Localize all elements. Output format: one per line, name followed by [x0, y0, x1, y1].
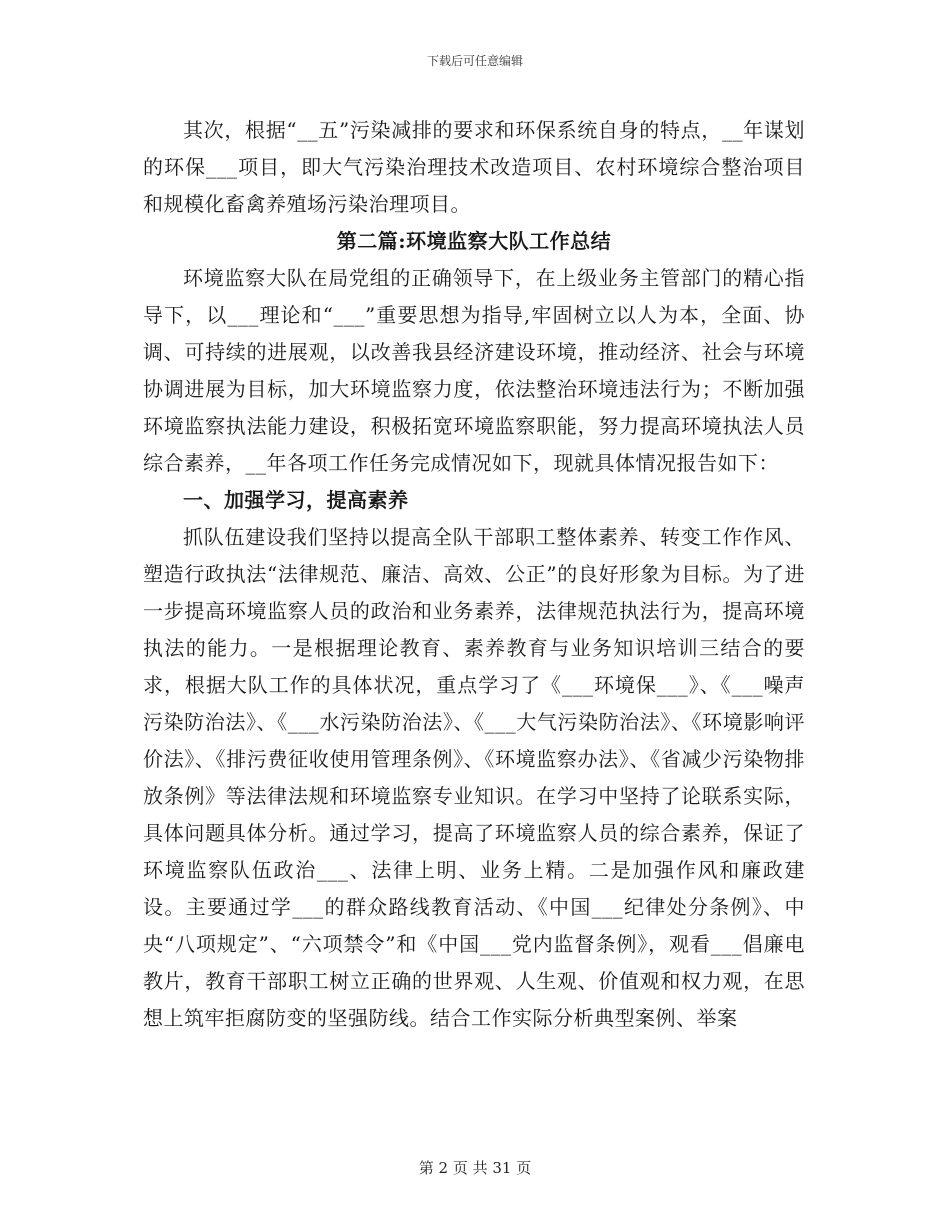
paragraph-study: 抓队伍建设我们坚持以提高全队干部职工整体素养、转变工作作风、塑造行政执法“法律规范、廉洁、高效、公正”的良好形象为目标。为了进一步提高环境监察人员的政治和业务素养，法律规范执法行为，提高环境执法的能力。一是根据理论教育、素养教育与业务知识培训三结合的要求，根据大队工作的具体状况，重点学习了《___环境保___》、《___噪声污染防治法》、《___水污染防治法》、《___大气污染防治法》、《环境影响评价法》、《排污费征收使用管理条例》、《环境监察办法》、《省减少污染物排放条例》等法律法规和环境监察专业知识。在学习中坚持了论联系实际，具体问题具体分析。通过学习，提高了环境监察人员的综合素养，保证了环境监察队伍政治___、法律上明、业务上精。二是加强作风和廉政建设。主要通过学___的群众路线教育活动、《中国___纪律处分条例》、中央“八项规定”、“六项禁令”和《中国___党内监督条例》，观看___倡廉电教片，教育干部职工树立正确的世界观、人生观、价值观和权力观，在思想上筑牢拒腐防变的坚强防线。结合工作实际分析典型案例、举案	[143, 525, 805, 1030]
paragraph-intro: 其次，根据“__五”污染减排的要求和环保系统自身的特点，__年谋划的环保___项目，即大气污染治理技术改造项目、农村环境综合整治项目和规模化畜禽养殖场污染治理项目。	[143, 118, 805, 216]
subheading-study: 一、加强学习，提高素养	[183, 488, 409, 512]
section-title: 第二篇:环境监察大队工作总结	[336, 229, 612, 253]
paragraph-overview: 环境监察大队在局党组的正确领导下，在上级业务主管部门的精心指导下，以___理论和“___”重要思想为指导,牢固树立以人为本，全面、协调、可持续的进展观，以改善我县经济建设环境，推动经济、社会与环境协调进展为目标，加大环境监察力度，依法整治环境违法行为；不断加强环境监察执法能力建设，积极拓宽环境监察职能，努力提高环境执法人员综合素养，__年各项工作任务完成情况如下，现就具体情况报告如下：	[143, 266, 805, 475]
page-footer: 第 2 页 共 31 页	[418, 1159, 532, 1177]
document-body	[143, 112, 805, 1037]
page-header: 下载后可任意编辑	[426, 54, 523, 68]
